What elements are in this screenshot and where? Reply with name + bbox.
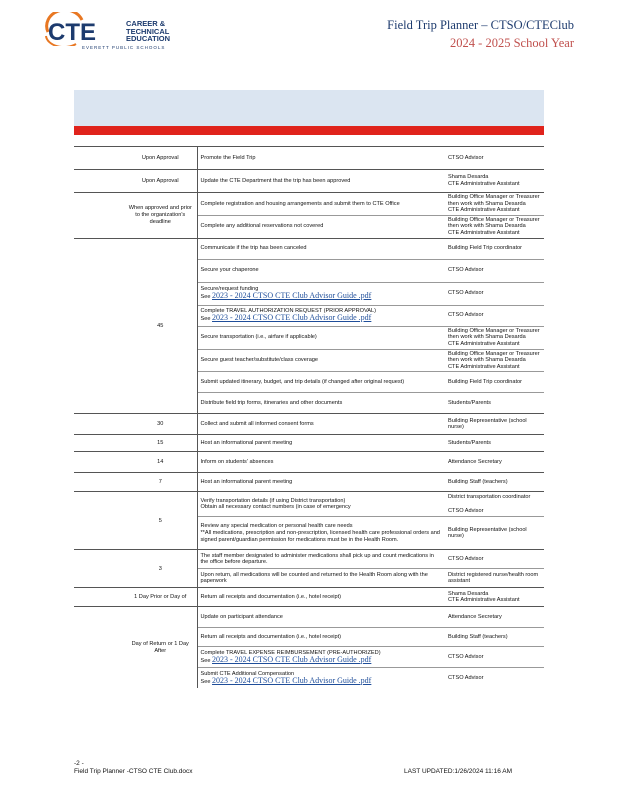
footer	[74, 760, 192, 775]
task-cell	[197, 452, 445, 473]
task-text: Complete TRAVEL EXPENSE REIMBURSEMENT (PRE-AUTHORIZED)	[200, 650, 381, 657]
responsible-cell: CTSO Advisor	[445, 259, 544, 282]
timing-cell: 3	[124, 550, 197, 588]
responsible-cell: Building Representative (school nurse)	[445, 517, 544, 550]
empty-cell	[74, 473, 124, 492]
task-cell: Complete TRAVEL EXPENSE REIMBURSEMENT (PRE-AUTHORIZED) See 2023 - 2024 CTSO CTE Club Advisor Guide .pdf	[197, 647, 445, 668]
responsible-cell: Building Field Trip coordinator	[445, 238, 544, 259]
task-text: Inform on students' absences	[200, 459, 274, 466]
task-cell	[197, 393, 445, 414]
task-cell	[197, 326, 445, 349]
timing-cell: Upon Approval	[124, 170, 197, 193]
task-text: Update on participant attendance	[200, 614, 283, 621]
timing-cell: Upon Approval	[124, 147, 197, 170]
task-cell	[197, 414, 445, 435]
task-cell	[197, 170, 445, 193]
table-row	[74, 238, 544, 259]
task-text: The staff member designated to administer medications shall pick up and count medications in the office before departure.	[200, 552, 434, 566]
table-row	[74, 492, 544, 517]
school-year: 2024 - 2025 School Year	[450, 36, 574, 50]
responsible-cell: CTSO Advisor	[445, 147, 544, 170]
timing-cell: 7	[124, 473, 197, 492]
task-cell	[197, 569, 445, 588]
empty-cell	[74, 607, 124, 689]
task-cell	[197, 588, 445, 607]
table-row	[74, 414, 544, 435]
task-text: Secure transportation (i.e., airfare if applicable)	[200, 334, 317, 341]
task-text: Collect and submit all informed consent forms	[200, 421, 314, 428]
advisor-guide-link[interactable]: 2023 - 2024 CTSO CTE Club Advisor Guide .pdf	[212, 675, 372, 685]
timing-cell: When approved and prior to the organization's deadline	[124, 193, 197, 239]
task-cell	[197, 607, 445, 628]
column-header-row	[74, 116, 544, 126]
table-row	[74, 550, 544, 569]
task-text: Review any special medication or personal health care needs **All medications, prescription and non-prescription, licensed health care professional orders and signed parent/guardian permission for medications must be in the Health Room.	[200, 523, 440, 543]
task-text: Secure your chaperone	[200, 267, 259, 274]
planner-table	[74, 90, 544, 135]
task-text: Communicate if the trip has been canceled	[200, 245, 307, 252]
responsible-cell: Building Representative (school nurse)	[445, 414, 544, 435]
empty-cell	[74, 452, 124, 473]
table-row	[74, 193, 544, 216]
cte-logo-mark	[42, 12, 132, 46]
table-row	[74, 607, 544, 628]
responsible-cell: District registered nurse/health room assistant	[445, 569, 544, 588]
task-cell	[197, 550, 445, 569]
task-text: Secure guest teacher/substitute/class coverage	[200, 357, 319, 364]
task-text: Host an informational parent meeting	[200, 440, 293, 447]
advisor-guide-link[interactable]: 2023 - 2024 CTSO CTE Club Advisor Guide .pdf	[212, 291, 372, 301]
responsible-cell: Building Office Manager or Treasurer then work with Shama Desarda CTE Administrative Assistant	[445, 326, 544, 349]
task-cell	[197, 628, 445, 647]
advisor-guide-link[interactable]: 2023 - 2024 CTSO CTE Club Advisor Guide .pdf	[212, 654, 372, 664]
responsible-cell: Attendance Secretary	[445, 452, 544, 473]
responsible-cell: District transportation coordinator CTSO Advisor	[445, 492, 544, 517]
responsible-cell: Building Staff (teachers)	[445, 473, 544, 492]
page-number: -2 -	[74, 760, 84, 767]
table-row	[74, 588, 544, 607]
timing-cell: 14	[124, 452, 197, 473]
title: Field Trip Planner – CTSO/CTEClub	[387, 18, 574, 32]
timing-cell: Day of Return or 1 Day After	[124, 607, 197, 689]
task-text: Complete TRAVEL AUTHORIZATION REQUEST (PRIOR APPROVAL)	[200, 308, 377, 315]
empty-cell	[74, 550, 124, 588]
table-row	[74, 170, 544, 193]
responsible-cell: Shama Desarda CTE Administrative Assistant	[445, 588, 544, 607]
task-text: Verify transportation details (if using District transportation) Obtain all necessary contact numbers (in case of emergency	[200, 497, 351, 511]
responsible-cell: Building Office Manager or Treasurer then work with Shama Desarda CTE Administrative Assistant	[445, 215, 544, 238]
responsible-cell: Attendance Secretary	[445, 607, 544, 628]
empty-cell	[74, 435, 124, 452]
timing-cell: 1 Day Prior or Day of	[124, 588, 197, 607]
empty-cell	[74, 588, 124, 607]
responsible-cell: CTSO Advisor	[445, 668, 544, 689]
table-row	[74, 147, 544, 170]
task-cell	[197, 259, 445, 282]
task-cell	[197, 215, 445, 238]
task-cell	[197, 517, 445, 550]
task-cell: Submit CTE Additional Compensation See 2023 - 2024 CTSO CTE Club Advisor Guide .pdf	[197, 668, 445, 689]
task-text: Return all receipts and documentation (i.e., hotel receipt)	[200, 634, 342, 641]
task-cell	[197, 147, 445, 170]
empty-cell	[74, 238, 124, 414]
logo-tagline: EVERETT PUBLIC SCHOOLS	[82, 45, 166, 50]
task-text: Secure/request funding	[200, 286, 259, 293]
empty-cell	[74, 492, 124, 550]
empty-cell	[74, 193, 124, 239]
advisor-guide-link[interactable]: 2023 - 2024 CTSO CTE Club Advisor Guide .pdf	[212, 313, 372, 323]
responsible-cell: Building Field Trip coordinator	[445, 372, 544, 393]
empty-cell	[74, 170, 124, 193]
task-cell: Complete TRAVEL AUTHORIZATION REQUEST (PRIOR APPROVAL) See 2023 - 2024 CTSO CTE Club Advisor Guide .pdf	[197, 305, 445, 326]
task-text: Complete registration and housing arrangements and submit them to CTE Office	[200, 200, 400, 207]
task-text: Upon return, all medications will be counted and returned to the Health Room along with the paperwork	[200, 571, 428, 585]
timing-cell: 30	[124, 414, 197, 435]
task-cell	[197, 372, 445, 393]
empty-cell	[74, 147, 124, 170]
responsible-cell: CTSO Advisor	[445, 282, 544, 305]
responsible-cell: CTSO Advisor	[445, 550, 544, 569]
task-text: Distribute field trip forms, itineraries and other documents	[200, 400, 343, 407]
task-cell	[197, 238, 445, 259]
responsible-cell: Shama Desarda CTE Administrative Assistant	[445, 170, 544, 193]
table-row	[74, 452, 544, 473]
task-text: Promote the Field Trip	[200, 154, 256, 161]
table-row	[74, 473, 544, 492]
task-cell	[197, 473, 445, 492]
cte-logo	[42, 12, 192, 52]
task-text: Submit updated itinerary, budget, and trip details (if changed after original request)	[200, 379, 405, 386]
logo-letters: CTE	[48, 19, 96, 46]
timing-cell: 45	[124, 238, 197, 414]
responsible-cell: CTSO Advisor	[445, 647, 544, 668]
file-name: Field Trip Planner -CTSO CTE Club.docx	[74, 767, 193, 775]
timing-cell: 15	[124, 435, 197, 452]
responsible-cell: Building Office Manager or Treasurer then work with Shama Desarda CTE Administrative Assistant	[445, 193, 544, 216]
task-cell	[197, 492, 445, 517]
task-text: Complete any additional reservations not covered	[200, 223, 324, 230]
responsible-cell: Building Office Manager or Treasurer then work with Shama Desarda CTE Administrative Assistant	[445, 349, 544, 372]
task-text: Host an informational parent meeting	[200, 479, 293, 486]
logo-wordmark: CAREER & TECHNICAL EDUCATION	[126, 19, 171, 43]
responsible-cell: CTSO Advisor	[445, 305, 544, 326]
task-table	[74, 146, 544, 688]
empty-cell	[74, 414, 124, 435]
task-cell	[197, 435, 445, 452]
header-legend-row	[74, 90, 544, 116]
responsible-cell: Students/Parents	[445, 393, 544, 414]
task-text: Return all receipts and documentation (i.e., hotel receipt)	[200, 594, 342, 601]
header-separator-row	[74, 126, 544, 135]
last-updated: LAST UPDATED:1/26/2024 11:16 AM	[404, 768, 513, 775]
responsible-cell: Building Staff (teachers)	[445, 628, 544, 647]
document-title	[387, 18, 574, 51]
timing-cell: 5	[124, 492, 197, 550]
task-cell	[197, 349, 445, 372]
task-cell: Secure/request funding See 2023 - 2024 CTSO CTE Club Advisor Guide .pdf	[197, 282, 445, 305]
responsible-cell: Students/Parents	[445, 435, 544, 452]
table-row	[74, 435, 544, 452]
task-text: Submit CTE Additional Compensation	[200, 671, 295, 678]
task-cell	[197, 193, 445, 216]
task-text: Update the CTE Department that the trip has been approved	[200, 177, 351, 184]
